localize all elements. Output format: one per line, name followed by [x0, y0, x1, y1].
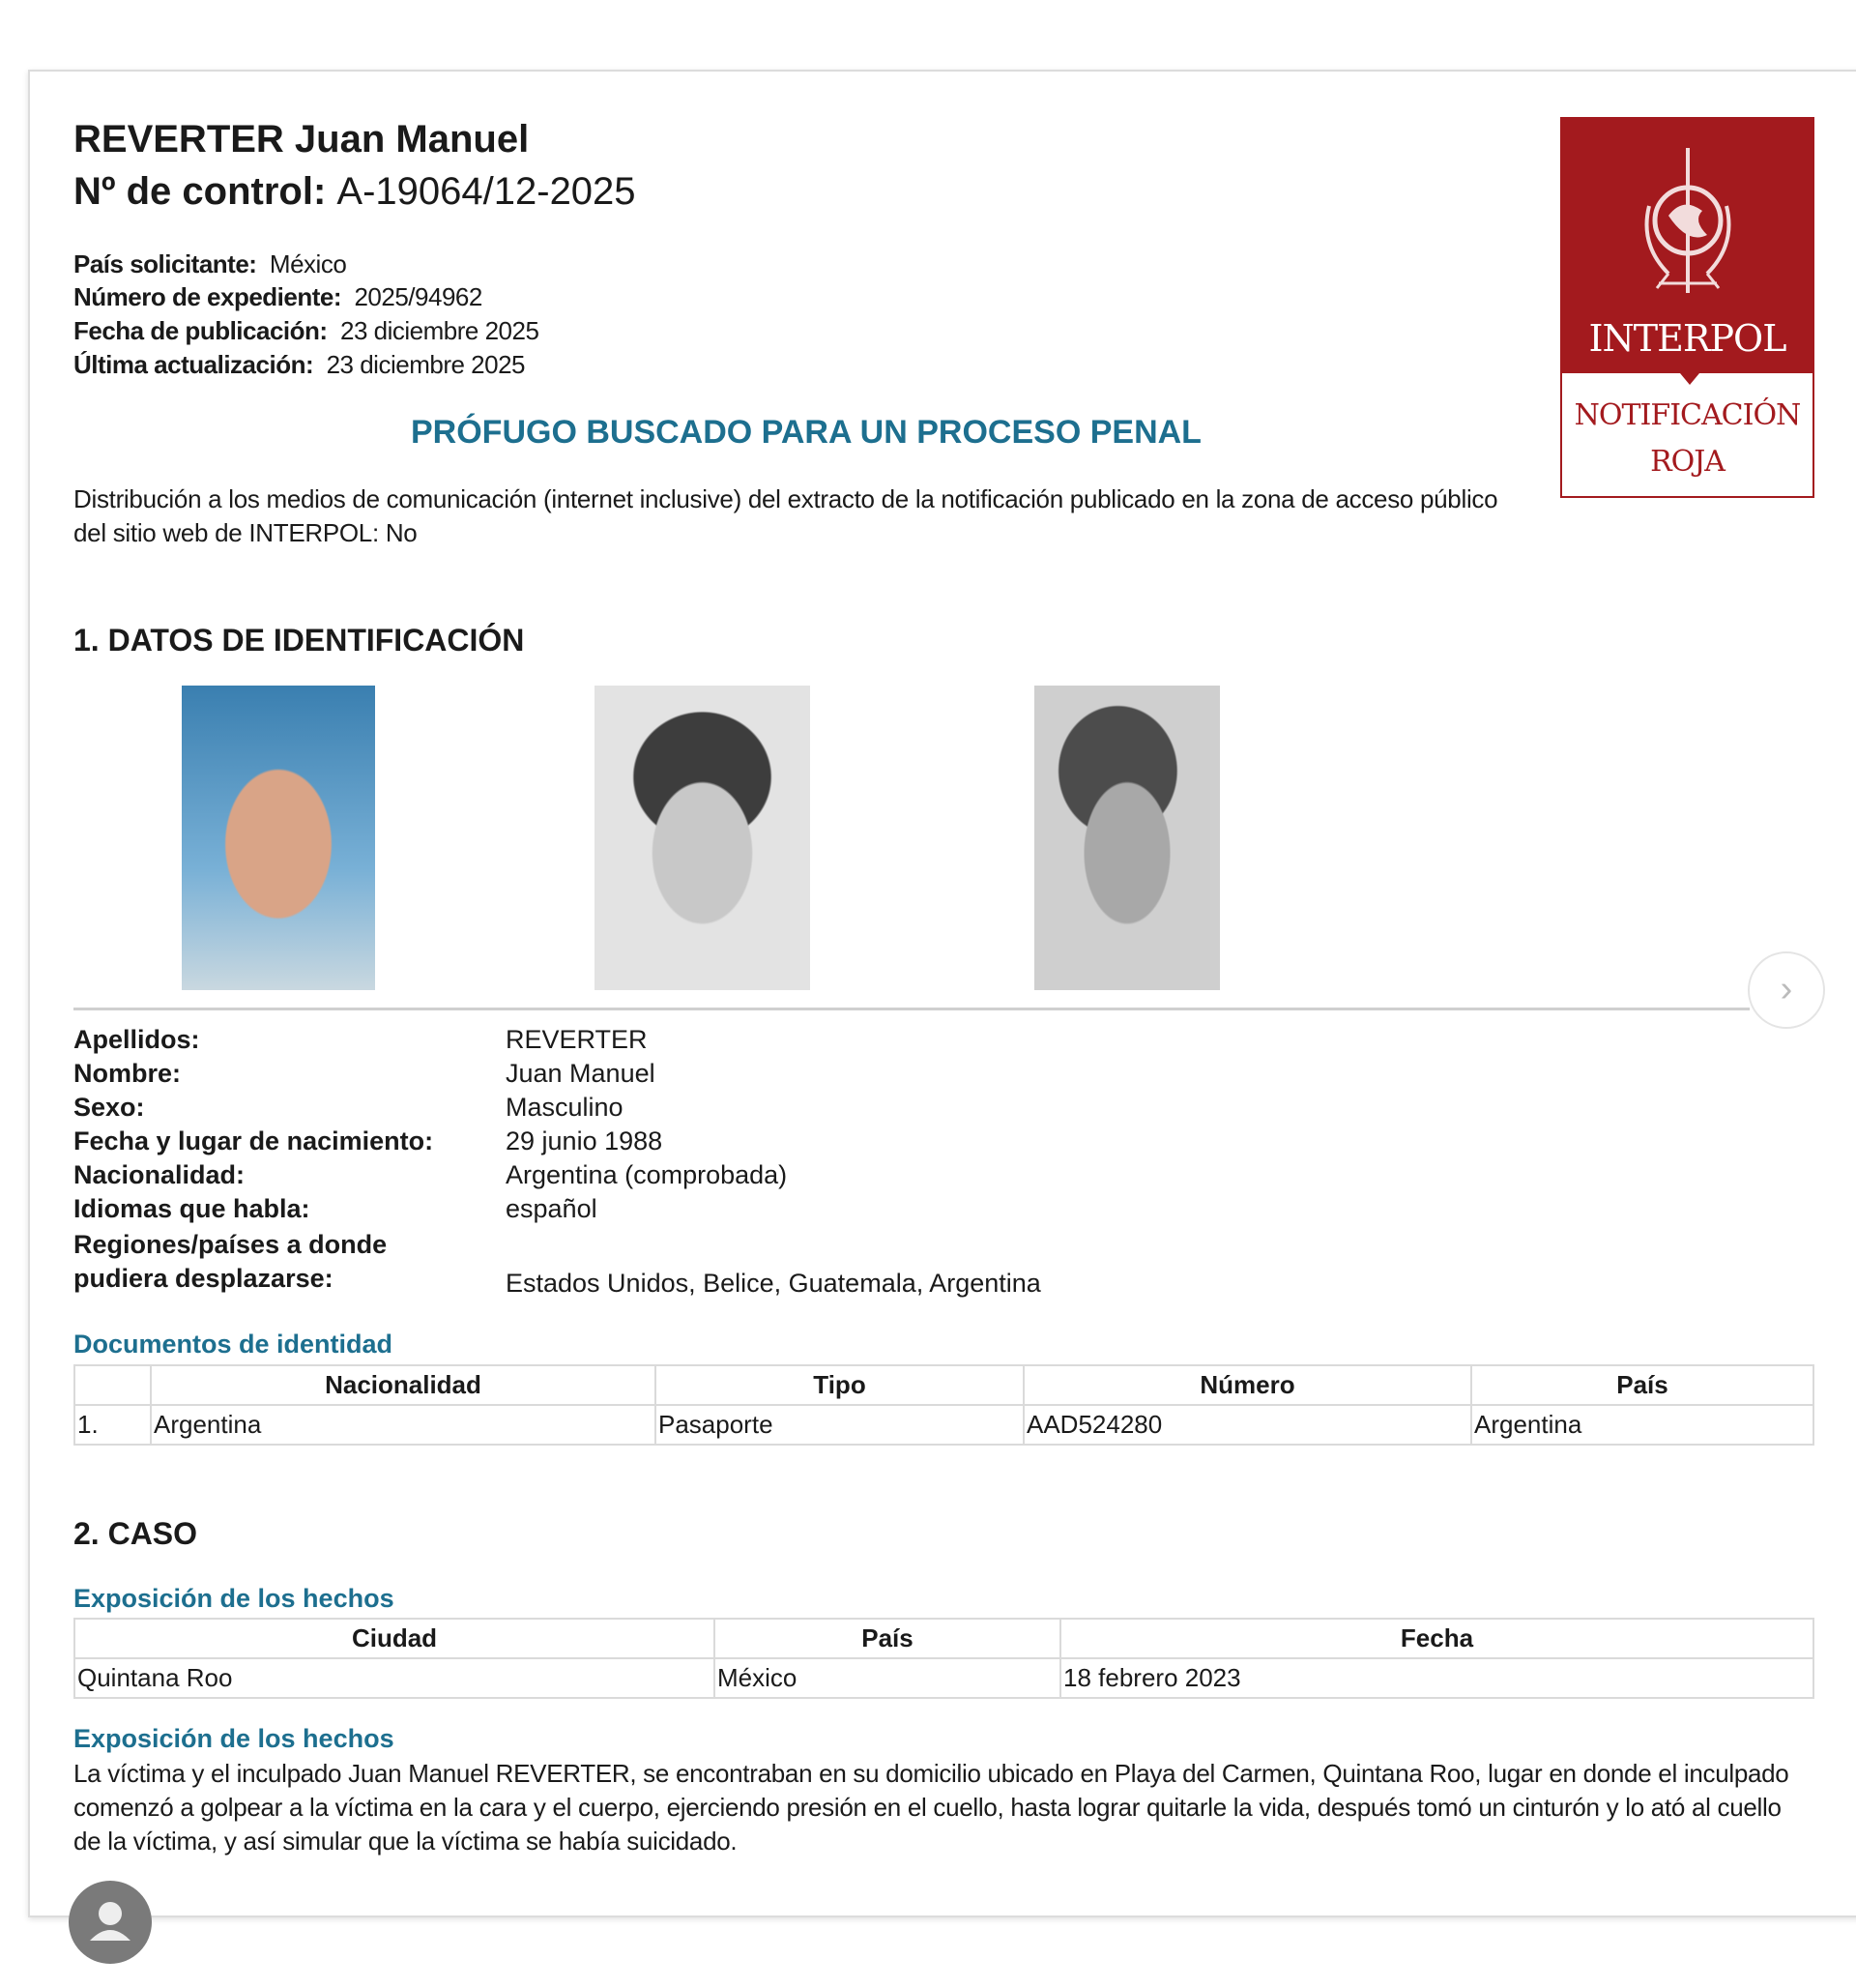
user-avatar-button[interactable]	[69, 1881, 152, 1964]
chevron-right-icon: ›	[1780, 969, 1793, 1009]
field-value: 29 junio 1988	[506, 1126, 663, 1155]
info-row	[73, 249, 346, 279]
field-label: Apellidos:	[73, 1025, 200, 1054]
info-value: 23 diciembre 2025	[326, 350, 525, 379]
suspect-photo-2[interactable]	[594, 686, 810, 990]
field-value: REVERTER	[506, 1025, 648, 1054]
cell: Argentina	[151, 1405, 655, 1445]
col-header: Ciudad	[74, 1619, 714, 1658]
interpol-logo	[1560, 117, 1814, 498]
field-value: Juan Manuel	[506, 1059, 655, 1088]
cell: 18 febrero 2023	[1060, 1658, 1813, 1698]
section-identification-title: 1. DATOS DE IDENTIFICACIÓN	[73, 623, 525, 658]
logo-line2: ROJA	[1650, 445, 1725, 479]
field-value: Estados Unidos, Belice, Guatemala, Argentina	[506, 1269, 1041, 1298]
info-row	[73, 282, 482, 312]
info-value: 23 diciembre 2025	[340, 316, 539, 345]
info-value: México	[269, 249, 347, 278]
suspect-photo-3[interactable]	[1034, 686, 1220, 990]
field-value: español	[506, 1194, 597, 1223]
logo-brand: INTERPOL	[1588, 317, 1786, 360]
col-header: Número	[1024, 1365, 1471, 1405]
person-icon	[69, 1881, 152, 1964]
interpol-emblem-icon	[1630, 148, 1746, 303]
info-label: Número de expediente:	[73, 282, 342, 311]
field-label: Fecha y lugar de nacimiento:	[73, 1126, 434, 1155]
table-header-row	[74, 1619, 1813, 1658]
info-row	[73, 350, 525, 380]
col-header	[74, 1365, 151, 1405]
cell: 1.	[74, 1405, 151, 1445]
field-label: Nombre:	[73, 1059, 182, 1088]
field-label: Idiomas que habla:	[73, 1194, 310, 1223]
col-header: Fecha	[1060, 1619, 1813, 1658]
table-row	[74, 1405, 1813, 1445]
cell: AAD524280	[1024, 1405, 1471, 1445]
field-label: Nacionalidad:	[73, 1160, 246, 1189]
photo-divider	[73, 1008, 1750, 1010]
info-value: 2025/94962	[354, 282, 482, 311]
col-header: Nacionalidad	[151, 1365, 655, 1405]
suspect-photo-1[interactable]	[182, 686, 375, 990]
section-case-title: 2. CASO	[73, 1516, 198, 1551]
identity-documents-title: Documentos de identidad	[73, 1330, 393, 1359]
facts-title-2: Exposición de los hechos	[73, 1724, 394, 1753]
field-label: Sexo:	[73, 1093, 145, 1122]
control-value: A-19064/12-2025	[336, 170, 636, 213]
cell: México	[714, 1658, 1060, 1698]
control-label: Nº de control:	[73, 170, 327, 213]
cell: Argentina	[1471, 1405, 1813, 1445]
info-label: País solicitante:	[73, 249, 257, 278]
field-value: Masculino	[506, 1093, 624, 1122]
info-row	[73, 316, 538, 346]
identity-documents-table	[73, 1364, 1814, 1446]
cell: Pasaporte	[655, 1405, 1024, 1445]
field-value: Argentina (comprobada)	[506, 1160, 788, 1189]
table-row	[74, 1658, 1813, 1698]
notice-subtitle: PRÓFUGO BUSCADO PARA UN PROCESO PENAL	[411, 414, 1202, 451]
info-label: Última actualización:	[73, 350, 314, 379]
col-header: Tipo	[655, 1365, 1024, 1405]
person-name: REVERTER Juan Manuel	[73, 118, 530, 161]
info-label: Fecha de publicación:	[73, 316, 328, 345]
distribution-text: Distribución a los medios de comunicación (internet inclusive) del extracto de la notificación publicado en la zona de acceso público del sitio web de INTERPOL: No	[73, 484, 1498, 547]
next-photo-button[interactable]	[1748, 951, 1825, 1029]
col-header: País	[714, 1619, 1060, 1658]
case-table	[73, 1618, 1814, 1699]
field-label: Regiones/países a donde pudiera desplazarse:	[73, 1230, 388, 1293]
logo-line1: NOTIFICACIÓN	[1574, 398, 1801, 432]
col-header: País	[1471, 1365, 1813, 1405]
facts-title: Exposición de los hechos	[73, 1584, 394, 1613]
cell: Quintana Roo	[74, 1658, 714, 1698]
facts-text: La víctima y el inculpado Juan Manuel REVERTER, se encontraban en su domicilio ubicado en Playa del Carmen, Quintana Roo, lugar en donde el inculpado comenzó a golpear a la víctima en la cara y el cuerpo, ejerciendo presión en el cuello, hasta lograr quitarle la vida, después tomó un cinturón y lo ató al cuello de la víctima, y así simular que la víctima se había suicidado.	[73, 1759, 1789, 1856]
control-number	[73, 170, 636, 214]
table-header-row	[74, 1365, 1813, 1405]
